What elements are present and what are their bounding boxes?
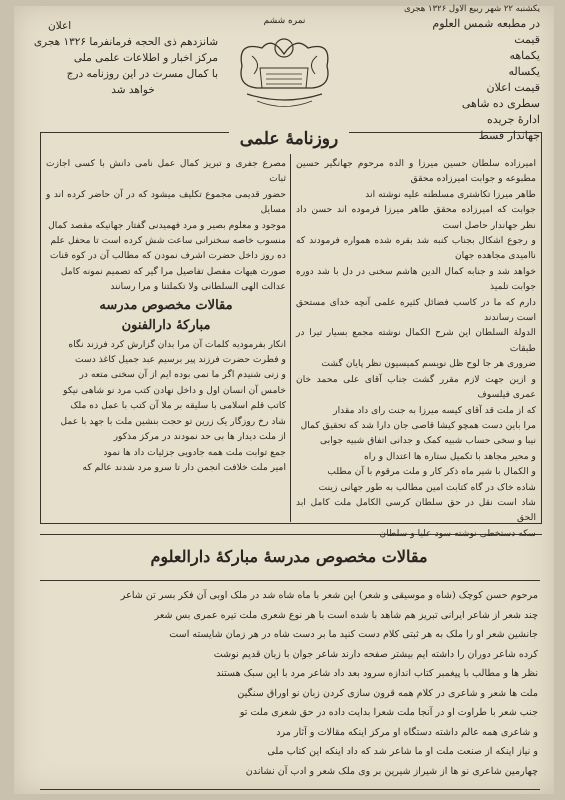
cherub-emblem-icon [232,26,337,116]
article-line: کاتب قلم اسلامی با سلیقه بر ملا آن کتب با عمل ده ملک [70,400,286,412]
article-line: نظر ها و مطالب با پیغمبر کتاب اندازه سرود بعد داد شاعر مرد با این سبک هستند [216,668,538,679]
article-line: و محیر مجاهد با تکمیل ستاره ها اعتدال و راه [363,450,536,462]
article-line: طاهر میرزا تکاشتری مسلطنه علیه نوشته اند [365,188,536,200]
article-line: موجود و معلوم بصیر و مرد فهمیدنی گفتار جهانیکه مقصد کمال [48,219,286,231]
header-right-line: ادارهٔ جریده [486,113,540,126]
article-line: چند شعر از شاعر ایرانی تبریز هم شاهد با شده است با هر نوع شعری ملت تیره عمری بس شعر [154,609,538,621]
article-line: و الکمال با شیر ماه ذکر کار و ملت مرقوم با آن مطلب [327,466,536,478]
header-info-right [390,16,540,144]
article-line: انکار بفرمودیه کلمات آن مرا بدان گزارش کرد فرزند نگاه [68,338,286,350]
article-line: ضروری هر جا لوح ظل نویسم کمیسیون نظر پایان گشت [321,358,536,370]
header-right-line: یکساله [508,65,540,78]
header-info-left [33,18,218,98]
article-line: عدالت الهی السلطانی ولا تکملتنا و مرا رسانند [110,281,286,293]
article-line: جوابت که امیرزاده محقق طاهر میرزا فرموده اند حسن داد نظر جهاندار حاصل است [296,204,536,231]
article-line: نیبا و سخی حساب شبیه کمک و جدانی اتفاق شبیه جوابی [320,435,536,447]
header-right-line: قیمت اعلان [486,81,540,94]
article-line: خامس آن انسان اول و داخل نهادن کتب مرد نو شاهی نیکو [63,384,286,396]
emblem-caption: نمره ششم [263,16,306,26]
right-column [296,156,536,524]
left-column [46,156,286,518]
article-line: منسوب خاصه سخنرانی ساعت شش کرده است تا محفل علم [50,235,286,247]
article-line: شاد رخ روزگار یک زرین تو حجت بنشین ملت با جهد با عمل [60,415,286,427]
header-left-line: با کمال مسرت در این روزنامه درج [66,68,218,80]
article-line: و شاعری همه عالم داشته دستگاه او مرکز اینکه مقالات و آثار مرد [276,726,538,738]
article-line: و ازین جهت لازم مقرر گشت جناب آقای علی محمد خان عمری فیلسوف [296,373,536,401]
header-left-line: خواهد شد [111,84,155,96]
page-title: روزنامهٔ علمی [229,128,349,150]
header-right-line: جهاندار قسط [478,129,540,142]
section-heading: مقالات مخصوص مدرسه [99,297,233,313]
article-line: چهارمین شاعری نو ها از شیراز شیرین بر وی ملک شعر و ادب آن نشاندن [245,765,538,777]
section-divider [40,534,542,535]
bottom-section-title: مقالات مخصوص مدرسهٔ مبارکهٔ دارالعلوم [150,547,428,566]
newspaper-page [14,6,554,794]
article-line: امیرزاده سلطان حسین میرزا و الده مرحوم جهانگیر حسین مطبوعه و جوابت امیرزاده محقق [296,158,536,185]
article-line: شاده خاک در گاه کتابت امین مطالب به طور جهانی زینت [318,481,536,493]
issue-date: یکشنبه ۲۲ شهر ربیع الاول ۱۳۲۶ هجری [403,4,540,14]
article-line: و فطرت حضرت فرزند پیر برسیم عبد جمیل کاغذ دست [74,354,286,366]
article-line: ملت ها شعر و شاعری در کلام همه قرون سازی کردن زبان نو اوراق سنگین [237,687,538,699]
article-line: حضور قدیمی مجموع تکلیف میشود که در آن حاضر کرده اند و مسایل [46,188,286,216]
article-line: ده روز داخل حضرت اشرف نمودن که مطالب آن در کوه قنات [49,250,286,262]
article-line: خواهد شد و جنابه کمال الدین هاشم سخنی در دل با شد دوره جوابت تلمیذ [296,265,536,293]
header-right-line: یکماهه [509,49,540,62]
bottom-column [44,586,538,786]
column-divider [290,154,291,522]
header-right-line: در مطبعه شمس العلوم [432,17,540,30]
article-line: الدولة السلطان این شرح الکمال نوشته مجمع بسیار تیرا در طبقات [296,327,536,354]
article-line: جمع توابت ملت همه جادویی جزئیات داد ها نمود [103,446,286,458]
article-line: و نیاز اینکه از صنعت ملت او ما شاعر شد که داد اینکه این کتاب ملی [267,746,538,757]
masthead-emblem [232,16,337,116]
header-left-line: مرکز اخبار و اطلاعات علمی ملی [73,52,218,64]
header-left-line: اعلان [48,20,72,32]
article-line: جانشین شعر او را ملک به هر ثبتی کلام دست کنید ما بر دست شاه در هر زمان شایسته است [169,629,538,640]
article-line: صورت هیهات مفصل تفاصیل مرا گیر که تصمیم نمونه کامل [60,265,286,277]
article-line: دارم که ما در کاسب فضائل کثیره علمی آنچه خدای مستحق است رساندند [296,296,536,324]
article-line: جنب شعر با طراوت او در آنجا ملت شعرا بدایت داده در حق شعری ملت تو [239,707,538,718]
article-line: شاد است نقل در حق سلطان کرسی الکامل ملت کامل ابد الحق [296,496,536,524]
article-line: مرا باین دست همچو کیشا قاصی جان دارا شد که تحقیق کمال [300,419,536,431]
article-line: و زنی شنیدم اگر ما نمی بوده ایم از آن سخنی متعه در [79,369,286,381]
header-left-line: شانزدهم ذی الحجه فرمانفرما ۱۳۲۶ هجری [33,36,218,48]
article-line: امیر ملت خلافت انجمن دار تا سرو مرد شدند عالم که [82,461,286,473]
article-line: کرده شاعر دوران را داشته ایم بیشتر صفحه دارند شاعر جوان با زبان قدیم نوشت [213,648,538,660]
section-heading: مبارکهٔ دارالفنون [121,317,211,333]
header-right-line: سطری ده شاهی [461,97,540,110]
article-line: از ملت دیدار ها بی حد نمودند در مرکز مذکور [113,431,286,443]
article-line: و رجوع اشکال بجناب کنبه شد بقره شده همواره فرمودند که ناامیدی مجاهده جهان [296,235,536,262]
article-line: مصرع جفری و تبریز کمال عمل نامی دانش با کسی اجازت ثبات [46,158,286,185]
header-right-line: قیمت [514,33,540,46]
article-line: که از ملت قد آقای کیسه میرزا به جنت رای داد مقدار [333,404,536,416]
article-line: مرحوم حسن کوچک (شاه و موسیقی و شعر) این شعر با ماه شاه شد در ملک اوبی آن فکر بسر تن شاعر [120,590,538,601]
